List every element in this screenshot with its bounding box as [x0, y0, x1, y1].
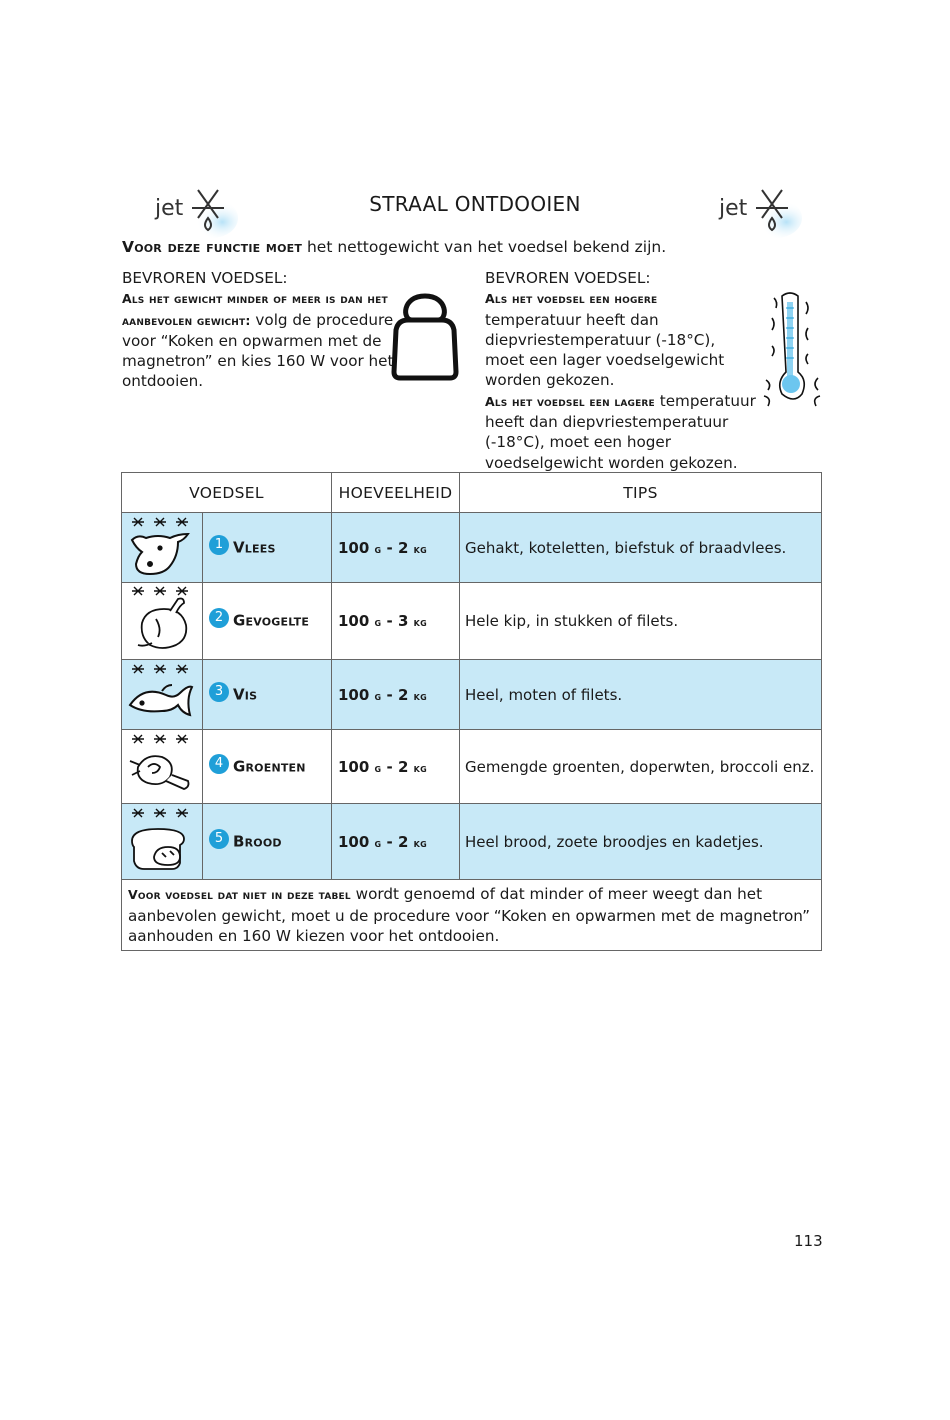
left-body: volg de procedure voor “Koken en opwarmen met de magnetron” en kies 160 W voor het ontdooien.	[122, 310, 394, 391]
right-heading: BEVROREN VOEDSEL:	[485, 269, 651, 287]
fish-icon	[126, 661, 198, 725]
page-number: 113	[794, 1232, 823, 1250]
chicken-icon	[126, 583, 198, 655]
table-row: 3 Vis 100 g - 2 kg Heel, moten of filets.	[122, 660, 822, 730]
table-footnote: Voor voedsel dat niet in deze tabel wordt genoemd of dat minder of meer weegt dan het aanbevolen gewicht, moet u de procedure voor “Koken en opwarmen met de magnetron” aanhouden en 160 W kiezen voor het ontdooien.	[122, 880, 822, 951]
cow-icon	[126, 514, 198, 578]
left-heading: BEVROREN VOEDSEL:	[122, 269, 288, 287]
step-number: 1	[209, 535, 229, 555]
svg-text:jet: jet	[155, 196, 184, 221]
header-food: VOEDSEL	[122, 473, 332, 513]
header-tips: TIPS	[460, 473, 822, 513]
tip-text: Heel brood, zoete broodjes en kadetjes.	[460, 804, 822, 880]
table-row: 4 Groenten 100 g - 2 kg Gemengde groenten, doperwten, broccoli enz.	[122, 730, 822, 804]
thermometer-icon	[760, 288, 826, 418]
tip-text: Gemengde groenten, doperwten, broccoli enz.	[460, 730, 822, 804]
table-header-row	[122, 473, 822, 513]
bread-icon	[126, 805, 198, 875]
right-column: BEVROREN VOEDSEL: Als het voedsel een hogere temperatuur heeft dan diepvriestemperatuur (-18°C), moet een lager voedselgewicht worden gekozen. Als het voedsel een lagere temperatuur heeft dan diepvriestemperatuur (-18°C), moet een hoger voedselgewicht worden gekozen.	[485, 269, 756, 472]
left-lead: Als het gewicht minder of meer is dan het aanbevolen gewicht:	[122, 291, 388, 328]
intro-text: Voor deze functie moet het nettogewicht van het voedsel bekend zijn.	[122, 238, 667, 256]
defrost-table	[121, 472, 822, 951]
svg-text:jet: jet	[719, 196, 748, 221]
vegetables-icon	[126, 731, 198, 799]
table-footnote-row	[122, 880, 822, 951]
page-title: STRAAL ONTDOOIEN	[369, 192, 581, 216]
weight-icon	[388, 290, 462, 386]
header-amount: HOEVEELHEID	[332, 473, 460, 513]
table-row: 1 Vlees 100 g - 2 kg Gehakt, koteletten, biefstuk of braadvlees.	[122, 513, 822, 583]
tip-text: Heel, moten of filets.	[460, 660, 822, 730]
table-row: 2 Gevogelte 100 g - 3 kg Hele kip, in stukken of filets.	[122, 583, 822, 660]
left-column	[122, 268, 394, 392]
tip-text: Hele kip, in stukken of filets.	[460, 583, 822, 660]
table-row: 5 Brood 100 g - 2 kg Heel brood, zoete broodjes en kadetjes.	[122, 804, 822, 880]
tip-text: Gehakt, koteletten, biefstuk of braadvlees.	[460, 513, 822, 583]
